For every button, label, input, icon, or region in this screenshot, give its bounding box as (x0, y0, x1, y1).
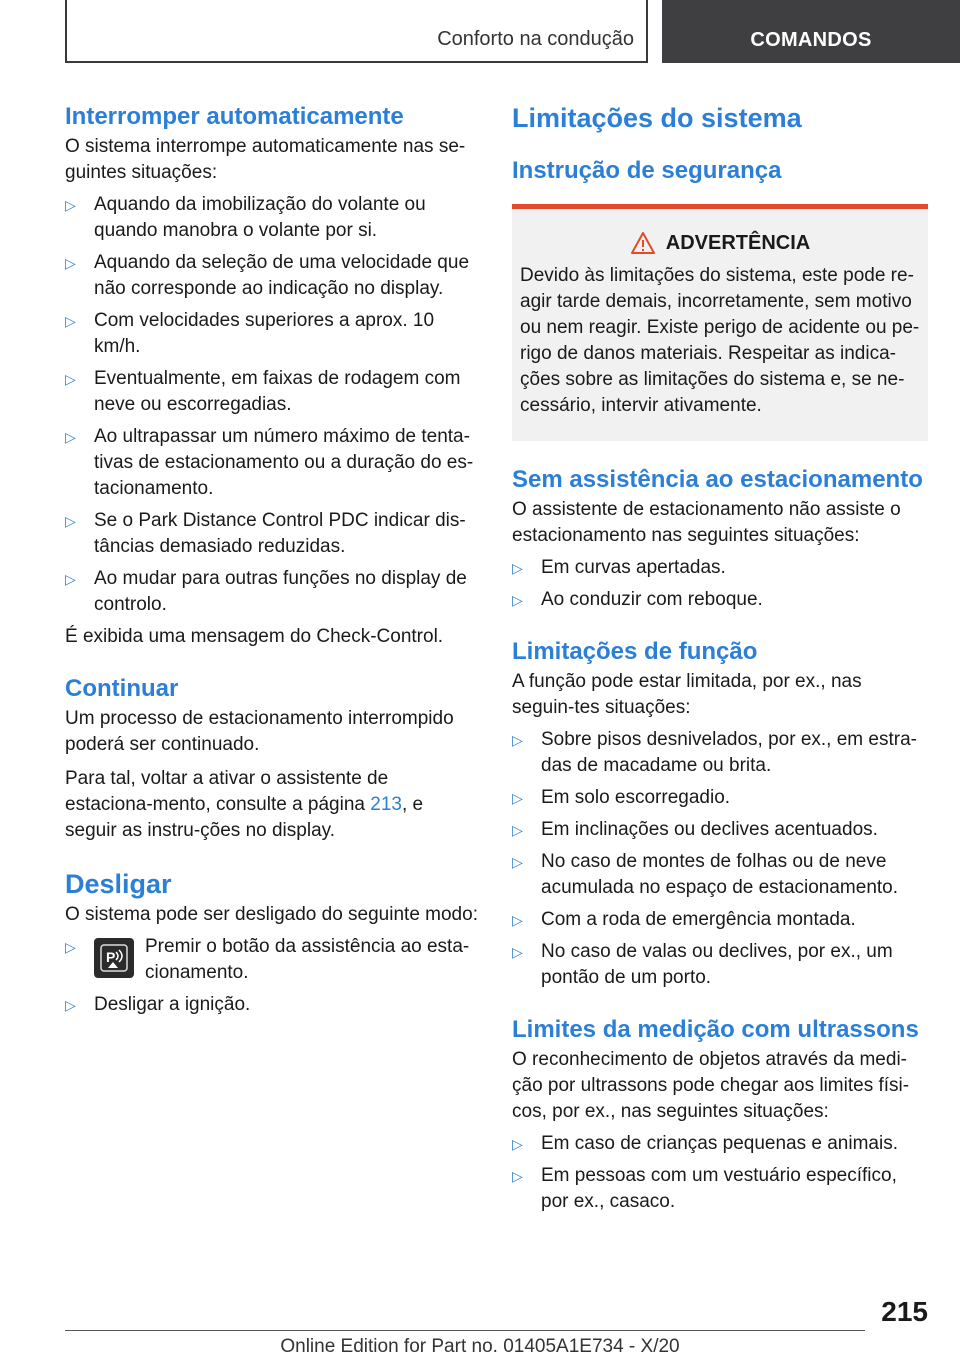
list-item: ▷ Em curvas apertadas. (512, 555, 928, 581)
paragraph-continuar-1: Um processo de estacionamento interrompido poderá ser continuado. (65, 708, 454, 755)
paragraph-checkcontrol: É exibida uma mensagem do Check-Control. (65, 626, 444, 647)
list-item: ▷ Em pessoas com um vestuário específico, por ex., casaco. (512, 1165, 897, 1212)
warning-body: Devido às limitações do sistema, este pode re-agir tarde demais, incorretamente, sem motivo ou nem reagir. Existe perigo de acidente ou pe-rigo de danos materiais. Respeitar as indica-ções sobre as limitações do sistema e, se ne-cessário, intervir ativamente. (520, 265, 920, 416)
heading-ultrassons: Limites da medição com ultrassons (512, 1016, 919, 1043)
footer-edition: Online Edition for Part no. 01405A1E734 - X/20 (280, 1336, 680, 1357)
triangle-right-icon: ▷ (65, 513, 76, 529)
header-section-title: Conforto na condução (437, 28, 634, 50)
paragraph-limitacoes-funcao: A função pode estar limitada, por ex., nas seguin-tes situações: (512, 671, 862, 718)
list-item: ▷ Ao mudar para outras funções no display de controlo. (65, 568, 467, 615)
right-column (512, 100, 928, 1221)
page-number: 215 (881, 1296, 928, 1327)
triangle-right-icon: ▷ (65, 571, 76, 587)
paragraph-sem-assistencia: O assistente de estacionamento não assiste o estacionamento nas seguintes situações: (512, 499, 901, 546)
list-item: ▷ Ao ultrapassar um número máximo de tenta-tivas de estacionamento ou a duração do es-tacionamento. (65, 426, 474, 499)
heading-interromper: Interromper automaticamente (65, 103, 404, 130)
list-ultrassons (512, 1131, 928, 1215)
list-item: ▷ Sobre pisos desnivelados, por ex., em estra-das de macadame ou brita. (512, 729, 917, 776)
heading-limitacoes: Limitações do sistema (512, 103, 802, 133)
page-reference-link[interactable]: 213 (370, 794, 402, 815)
list-item: ▷ Ao conduzir com reboque. (512, 587, 928, 613)
triangle-right-icon: ▷ (65, 429, 76, 445)
paragraph-continuar-2: Para tal, voltar a ativar o assistente de estaciona-mento, consulte a página 213, e seguir as instru-ções no display. (65, 768, 424, 841)
triangle-right-icon: ▷ (65, 371, 76, 387)
list-limitacoes-funcao (512, 727, 928, 991)
heading-desligar: Desligar (65, 869, 172, 899)
heading-instrucao: Instrução de segurança (512, 157, 782, 184)
list-item: ▷ No caso de valas ou declives, por ex., um pontão de um porto. (512, 941, 893, 988)
list-item: ▷ Eventualmente, em faixas de rodagem com neve ou escorregadias. (65, 368, 461, 415)
footer-divider (65, 1330, 865, 1331)
park-assist-button-icon (94, 938, 134, 978)
list-item: ▷ P Premir o botão da assistência ao esta-cionamento. (65, 936, 470, 983)
paragraph-interromper: O sistema interrompe automaticamente nas se-guintes situações: (65, 136, 466, 183)
triangle-right-icon: ▷ (65, 313, 76, 329)
list-item: ▷ Com velocidades superiores a aprox. 10 km/h. (65, 310, 435, 357)
list-item: ▷ No caso de montes de folhas ou de neve acumulada no espaço de estacionamento. (512, 851, 899, 898)
list-item: ▷ Desligar a ignição. (65, 992, 480, 1018)
list-item: ▷ Com a roda de emergência montada. (512, 907, 928, 933)
triangle-right-icon: ▷ (65, 939, 76, 955)
warning-box (512, 204, 928, 441)
triangle-right-icon: ▷ (65, 997, 76, 1013)
list-item: ▷ Em solo escorregadio. (512, 785, 928, 811)
left-column (65, 100, 480, 1024)
triangle-right-icon: ▷ (512, 560, 523, 576)
triangle-right-icon: ▷ (512, 1168, 523, 1184)
warning-title: ADVERTÊNCIA (520, 231, 920, 255)
list-item: ▷ Aquando da seleção de uma velocidade que não corresponde ao indicação no display. (65, 252, 470, 299)
heading-limitacoes-funcao: Limitações de função (512, 638, 758, 665)
list-item: ▷ Aquando da imobilização do volante ou quando manobra o volante por si. (65, 194, 426, 241)
triangle-right-icon: ▷ (512, 732, 523, 748)
list-sem-assistencia (512, 555, 928, 613)
list-item: ▷ Em inclinações ou declives acentuados. (512, 817, 928, 843)
triangle-right-icon: ▷ (512, 592, 523, 608)
heading-sem-assistencia: Sem assistência ao estacionamento (512, 466, 923, 493)
list-item: ▷ Se o Park Distance Control PDC indicar dis-tâncias demasiado reduzidas. (65, 510, 466, 557)
list-item: ▷ Em caso de crianças pequenas e animais. (512, 1131, 928, 1157)
paragraph-desligar: O sistema pode ser desligado do seguinte modo: (65, 904, 478, 925)
triangle-right-icon: ▷ (512, 912, 523, 928)
header-frame (65, 0, 648, 63)
triangle-right-icon: ▷ (512, 822, 523, 838)
svg-text:P: P (106, 949, 116, 965)
list-interromper (65, 192, 480, 618)
triangle-right-icon: ▷ (512, 790, 523, 806)
heading-continuar: Continuar (65, 675, 179, 702)
triangle-right-icon: ▷ (512, 944, 523, 960)
triangle-right-icon: ▷ (65, 197, 76, 213)
triangle-right-icon: ▷ (512, 1136, 523, 1152)
triangle-right-icon: ▷ (65, 255, 76, 271)
header-chapter-tab: COMANDOS (662, 0, 960, 63)
warning-triangle-icon (630, 231, 656, 255)
paragraph-ultrassons: O reconhecimento de objetos através da medi-ção por ultrassons pode chegar aos limites físi-cos, por ex., nas seguintes situações: (512, 1049, 910, 1122)
list-desligar (65, 934, 480, 1018)
triangle-right-icon: ▷ (512, 854, 523, 870)
